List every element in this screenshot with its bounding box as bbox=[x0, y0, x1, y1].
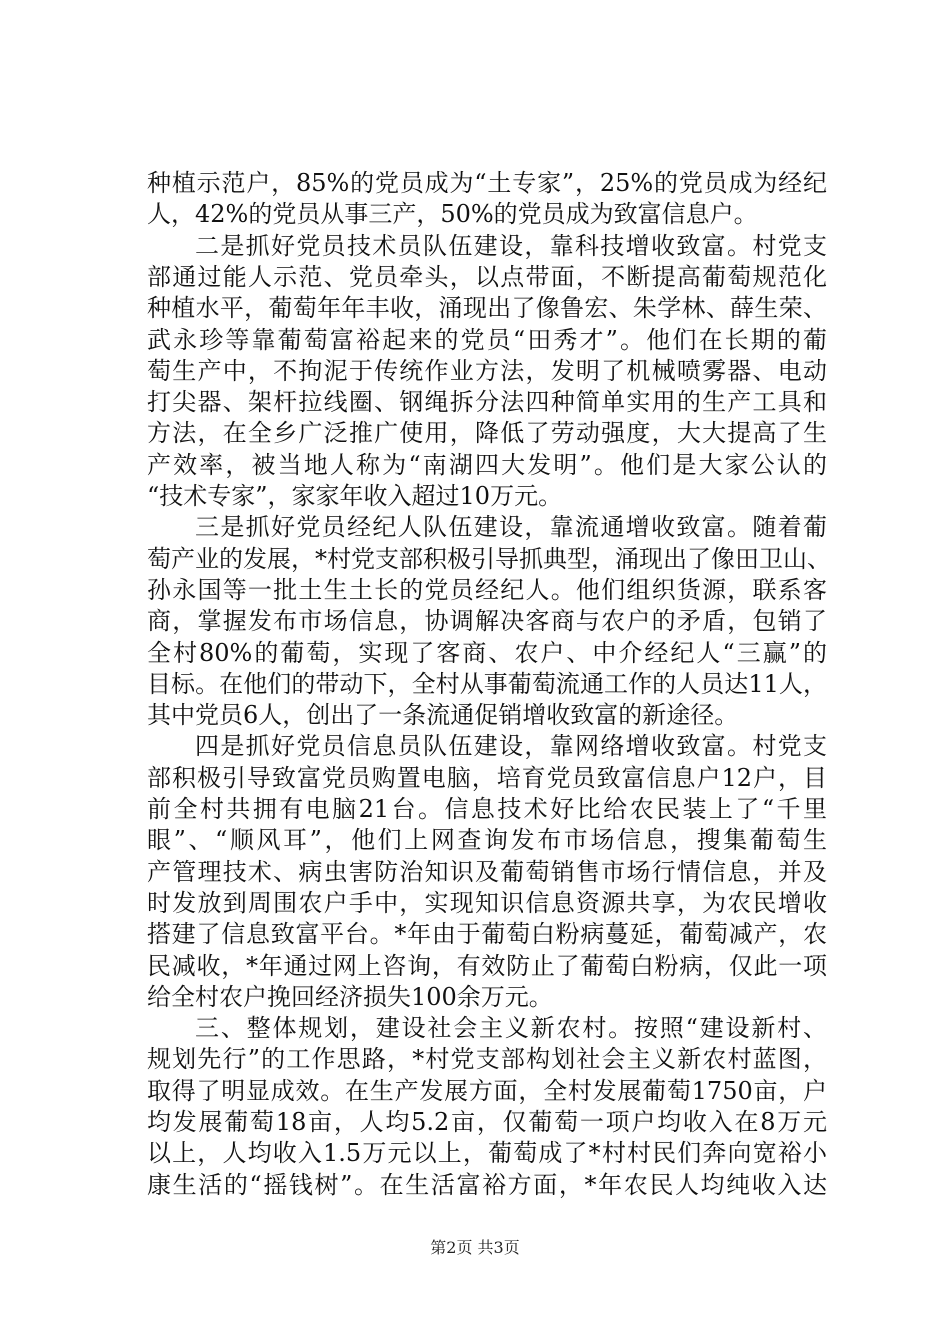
body-text-line: 目标。在他们的带动下，全村从事葡萄流通工作的人员达11人， bbox=[147, 669, 827, 698]
body-text-line: “技术专家”，家家年收入超过10万元。 bbox=[147, 482, 563, 510]
paragraph-first-line: 二是抓好党员技术员队伍建设，靠科技增收致富。村党支 bbox=[195, 231, 827, 260]
body-text-line: 给全村农户挽回经济损失100余万元。 bbox=[147, 982, 553, 1011]
body-text-line: 前全村共拥有电脑21台。信息技术好比给农民装上了“千里 bbox=[147, 795, 827, 823]
body-text-line: 时发放到周围农户手中，实现知识信息资源共享，为农民增收 bbox=[147, 888, 827, 917]
body-text-line: 种植水平，葡萄年年丰收，涌现出了像鲁宏、朱学林、薛生荣、 bbox=[147, 294, 827, 323]
body-text-line: 部积极引导致富党员购置电脑，培育党员致富信息户12户，目 bbox=[147, 763, 827, 792]
body-text-line: 康生活的“摇钱树”。在生活富裕方面，*年农民人均纯收入达 bbox=[147, 1170, 827, 1199]
body-text-line: 打尖器、架杆拉线圈、钢绳拆分法四种简单实用的生产工具和 bbox=[147, 388, 827, 417]
paragraph-first-line: 四是抓好党员信息员队伍建设，靠网络增收致富。村党支 bbox=[195, 732, 827, 761]
body-text-line: 武永珍等靠葡萄富裕起来的党员“田秀才”。他们在长期的葡 bbox=[147, 325, 827, 354]
body-text-line: 方法，在全乡广泛推广使用，降低了劳动强度，大大提高了生 bbox=[147, 419, 827, 448]
body-text-line: 萄产业的发展，*村党支部积极引导抓典型，涌现出了像田卫山、 bbox=[147, 544, 831, 573]
body-text-line: 其中党员6人，创出了一条流通促销增收致富的新途径。 bbox=[147, 701, 739, 730]
body-text-line: 搭建了信息致富平台。*年由于葡萄白粉病蔓延，葡萄减产，农 bbox=[147, 920, 827, 949]
body-text-line: 规划先行”的工作思路，*村党支部构划社会主义新农村蓝图， bbox=[147, 1045, 827, 1074]
paragraph-first-line: 三、整体规划，建设社会主义新农村。按照“建设新村、 bbox=[195, 1014, 827, 1043]
body-text-line: 以上，人均收入1.5万元以上，葡萄成了*村村民们奔向宽裕小 bbox=[147, 1139, 827, 1168]
body-text-line: 人，42%的党员从事三产，50%的党员成为致富信息户。 bbox=[147, 200, 758, 229]
body-text-line: 均发展葡萄18亩，人均5.2亩，仅葡萄一项户均收入在8万元 bbox=[147, 1108, 827, 1136]
body-text-line: 眼”、“顺风耳”，他们上网查询发布市场信息，搜集葡萄生 bbox=[147, 826, 827, 855]
body-text-line: 产管理技术、病虫害防治知识及葡萄销售市场行情信息，并及 bbox=[147, 857, 827, 886]
body-text-line: 商，掌握发布市场信息，协调解决客商与农户的矛盾，包销了 bbox=[147, 607, 827, 636]
page-number-footer: 第2页 共3页 bbox=[430, 1238, 520, 1257]
body-text-line: 种植示范户，85%的党员成为“土专家”，25%的党员成为经纪 bbox=[147, 169, 827, 197]
body-text-line: 萄生产中，不拘泥于传统作业方法，发明了机械喷雾器、电动 bbox=[147, 356, 827, 385]
body-text-line: 民减收，*年通过网上咨询，有效防止了葡萄白粉病，仅此一项 bbox=[147, 951, 827, 980]
body-text-line: 取得了明显成效。在生产发展方面，全村发展葡萄1750亩，户 bbox=[147, 1076, 827, 1105]
body-text-line: 产效率，被当地人称为“南湖四大发明”。他们是大家公认的 bbox=[147, 450, 827, 479]
body-text-line: 部通过能人示范、党员牵头，以点带面，不断提高葡萄规范化 bbox=[147, 262, 827, 291]
body-text-line: 孙永国等一批土生土长的党员经纪人。他们组织货源，联系客 bbox=[147, 575, 827, 604]
paragraph-first-line: 三是抓好党员经纪人队伍建设，靠流通增收致富。随着葡 bbox=[195, 513, 827, 542]
body-text-line: 全村80%的葡萄，实现了客商、农户、中介经纪人“三赢”的 bbox=[147, 638, 827, 667]
